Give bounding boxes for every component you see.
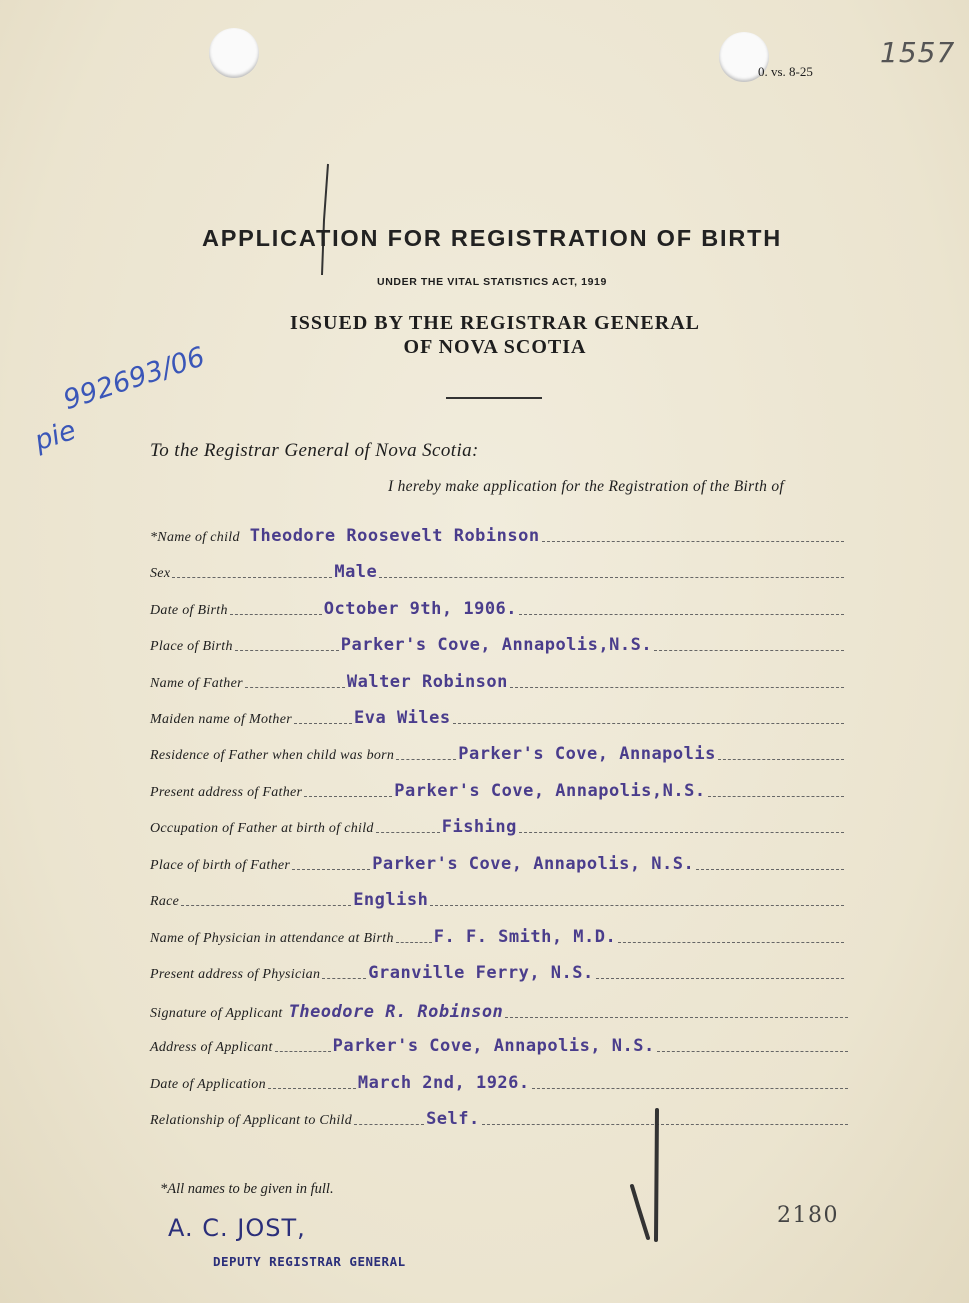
field-label: Relationship of Applicant to Child (150, 1113, 353, 1128)
corner-number: 1557 (880, 36, 956, 69)
form-code: 0. vs. 8-25 (758, 64, 813, 79)
field-value: F. F. Smith, M.D. (433, 927, 617, 947)
field-residence-of-father (150, 742, 846, 766)
field-maiden-name-of-mother (150, 706, 846, 730)
field-value: Walter Robinson (346, 672, 508, 692)
field-date-of-birth (150, 597, 846, 621)
field-label: Date of Birth (150, 603, 228, 618)
field-label: Residence of Father when child was born (150, 748, 395, 763)
field-value: Male (334, 562, 378, 582)
field-place-of-birth-of-father (150, 852, 846, 876)
field-name-of-father (150, 670, 846, 694)
field-label: Present address of Father (150, 785, 303, 800)
issued-by-line-1: ISSUED BY THE REGISTRAR GENERAL (290, 312, 700, 334)
field-occupation-of-father (150, 815, 846, 839)
pencil-check-mark-top (314, 160, 334, 280)
field-relationship-of-applicant (150, 1107, 850, 1131)
field-value: Eva Wiles (354, 708, 451, 728)
field-value: March 2nd, 1926. (357, 1073, 530, 1093)
field-physician-address (150, 961, 846, 985)
field-label: Maiden name of Mother (150, 712, 292, 727)
field-value: Parker's Cove, Annapolis,N.S. (394, 781, 706, 801)
field-value: Parker's Cove, Annapolis, N.S. (332, 1036, 655, 1056)
stamp-name: A. C. JOST, (168, 1214, 306, 1242)
field-label: Signature of Applicant (150, 1006, 283, 1021)
footnote: *All names to be given in full. (160, 1181, 334, 1197)
field-label: Address of Applicant (150, 1040, 273, 1055)
declaration: I hereby make application for the Registration of the Birth of (388, 478, 784, 495)
field-race (150, 888, 846, 912)
field-label: Place of Birth (150, 639, 233, 654)
field-label: Race (150, 894, 180, 909)
field-value: Parker's Cove, Annapolis,N.S. (340, 635, 653, 655)
divider-rule (446, 397, 542, 399)
field-label: Name of Physician in attendance at Birth (150, 931, 394, 946)
field-label: Date of Application (150, 1077, 266, 1092)
field-value: English (353, 890, 429, 910)
field-address-of-applicant (150, 1034, 850, 1058)
document-title: APPLICATION FOR REGISTRATION OF BIRTH (201, 225, 783, 251)
salutation: To the Registrar General of Nova Scotia: (150, 440, 479, 461)
field-present-address-of-father (150, 779, 846, 803)
punch-hole-left (209, 28, 259, 78)
document-subtitle: UNDER THE VITAL STATISTICS ACT, 1919 (377, 276, 607, 288)
field-physician-name (150, 925, 846, 949)
field-label: Place of birth of Father (150, 858, 291, 873)
field-value: Granville Ferry, N.S. (368, 963, 594, 983)
field-sex (150, 560, 846, 584)
field-value: Theodore Roosevelt Robinson (249, 526, 540, 546)
field-label: Name of Father (150, 676, 243, 691)
margin-note-line-2: pie (30, 414, 80, 458)
field-signature-of-applicant (150, 994, 850, 1024)
field-value: Parker's Cove, Annapolis (458, 744, 716, 764)
issued-by-line-2: OF NOVA SCOTIA (403, 336, 587, 358)
field-value: Self. (426, 1109, 480, 1129)
field-label: Occupation of Father at birth of child (150, 821, 374, 836)
field-name-of-child (150, 524, 846, 548)
field-label: Present address of Physician (150, 967, 321, 982)
applicant-signature: Theodore R. Robinson (288, 1002, 504, 1022)
field-label: *Name of child (150, 530, 240, 545)
pencil-check-mark (626, 1176, 666, 1246)
field-value: Parker's Cove, Annapolis, N.S. (372, 854, 695, 874)
field-value: October 9th, 1906. (323, 599, 518, 619)
field-date-of-application (150, 1071, 850, 1095)
field-value: Fishing (441, 817, 517, 837)
field-place-of-birth (150, 633, 846, 657)
margin-note-line-1: 992693/06 (59, 341, 209, 417)
stamp-title: DEPUTY REGISTRAR GENERAL (213, 1254, 406, 1269)
field-label: Sex (150, 566, 171, 581)
reference-number: 2180 (777, 1203, 839, 1228)
